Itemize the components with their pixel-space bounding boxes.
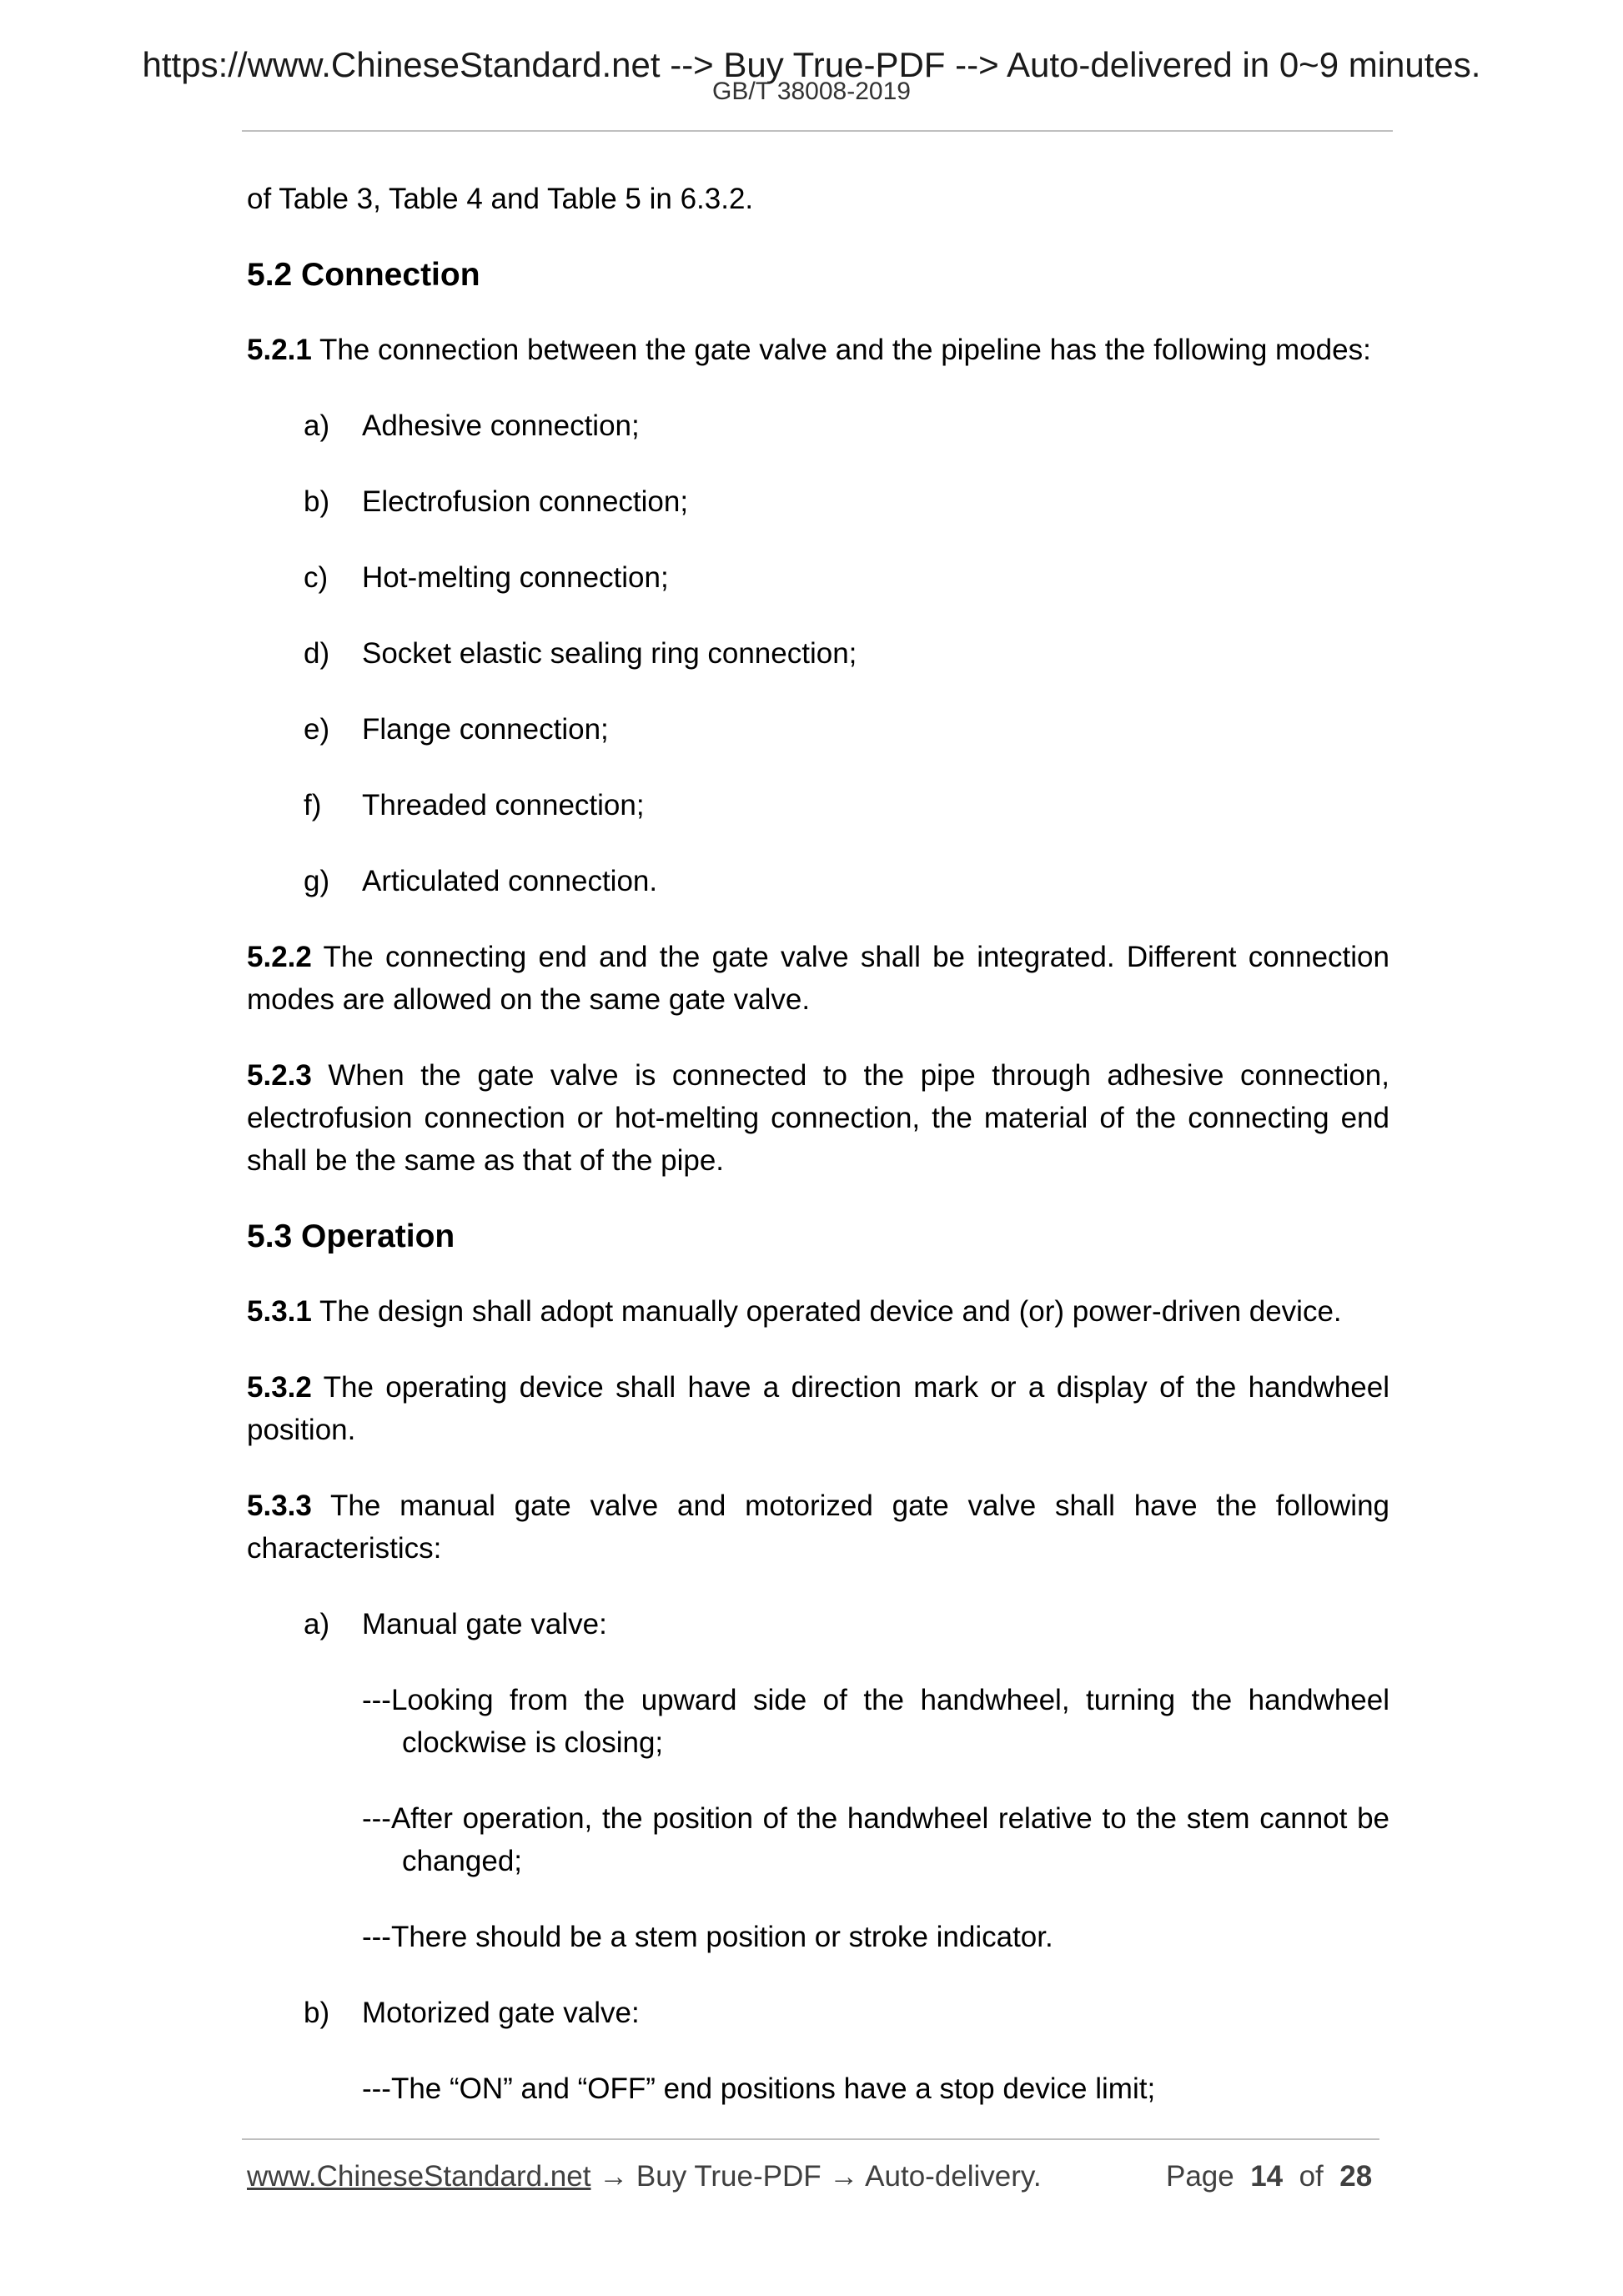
footer-divider (242, 2138, 1379, 2140)
page-content (247, 178, 1389, 2143)
list-marker: b) (304, 1997, 330, 2029)
list-marker: a) (304, 1608, 330, 1640)
dash-item: ---There should be a stem position or stroke indicator. (362, 1921, 1053, 1953)
clause-number: 5.3.2 (247, 1371, 312, 1404)
list-item-text: Socket elastic sealing ring connection; (362, 637, 857, 670)
list-item-text: Flange connection; (362, 713, 609, 746)
list-item-motorized-gate-valve (247, 1992, 1389, 2110)
page-number-indicator (1166, 2158, 1372, 2195)
clause-number: 5.2.1 (247, 334, 312, 366)
clause-5-3-3 (247, 1485, 1389, 1570)
clause-text: The manual gate valve and motorized gate valve shall have the following characteristics: (247, 1490, 1389, 1565)
clause-5-2-1 (247, 329, 1389, 371)
dash-item: ---After operation, the position of the handwheel relative to the stem cannot be changed; (362, 1802, 1389, 1877)
list-item-text: Electrofusion connection; (362, 485, 689, 518)
clause-text: When the gate valve is connected to the pipe through adhesive connection, electrofusion connection or hot-melting connection, the material of the connecting end shall be the same as that of the pipe. (247, 1059, 1389, 1177)
list-marker: e) (304, 713, 330, 746)
dash-item: ---Looking from the upward side of the handwheel, turning the handwheel clockwise is closing; (362, 1684, 1389, 1759)
page-word: Page (1166, 2160, 1234, 2193)
list-marker: a) (304, 409, 330, 442)
header-divider (242, 130, 1393, 132)
list-item (247, 784, 1389, 826)
list-item-text: Threaded connection; (362, 789, 645, 821)
clause-number: 5.3.3 (247, 1490, 312, 1522)
clause-text: The connecting end and the gate valve shall be integrated. Different connection modes are allowed on the same gate valve. (247, 941, 1389, 1016)
clause-number: 5.2.3 (247, 1059, 312, 1092)
footer-text (247, 2158, 1042, 2195)
clause-text: The operating device shall have a direction mark or a display of the handwheel position. (247, 1371, 1389, 1446)
list-item-manual-gate-valve (247, 1603, 1389, 1958)
dash-item: ---The “ON” and “OFF” end positions have a stop device limit; (362, 2072, 1156, 2105)
clause-5-3-1 (247, 1290, 1389, 1333)
clause-5-3-2 (247, 1366, 1389, 1451)
clause-text: The connection between the gate valve and the pipeline has the following modes: (311, 334, 1371, 366)
list-item-text: Articulated connection. (362, 865, 658, 897)
total-pages: 28 (1339, 2160, 1373, 2193)
document-code: GB/T 38008-2019 (712, 78, 911, 105)
list-item (247, 556, 1389, 599)
list-marker: c) (304, 561, 329, 594)
list-item-text: Motorized gate valve: (362, 1997, 640, 2029)
current-page-number: 14 (1250, 2160, 1284, 2193)
list-marker: d) (304, 637, 330, 670)
list-item (247, 404, 1389, 447)
list-item (247, 708, 1389, 751)
connection-modes-list (247, 404, 1389, 902)
of-word: of (1299, 2160, 1324, 2193)
clause-number: 5.3.1 (247, 1295, 312, 1328)
clause-5-2-2 (247, 936, 1389, 1021)
header-banner: https://www.ChineseStandard.net --> Buy True-PDF --> Auto-delivered in 0~9 minutes. (142, 45, 1481, 84)
list-item-text: Manual gate valve: (362, 1608, 607, 1640)
list-item (247, 860, 1389, 902)
motorized-valve-requirements (247, 2067, 1389, 2110)
manual-valve-requirements (247, 1679, 1389, 1958)
list-marker: b) (304, 485, 330, 518)
section-heading-5-3: 5.3 Operation (247, 1218, 455, 1254)
list-marker: g) (304, 865, 330, 897)
footer-tail: → Buy True-PDF → Auto-delivery. (590, 2160, 1042, 2193)
footer-site-link[interactable]: www.ChineseStandard.net (247, 2160, 591, 2193)
clause-number: 5.2.2 (247, 941, 312, 973)
list-item-text: Adhesive connection; (362, 409, 640, 442)
list-item-text: Hot-melting connection; (362, 561, 669, 594)
clause-5-2-3 (247, 1054, 1389, 1182)
list-item (247, 480, 1389, 523)
section-heading-5-2: 5.2 Connection (247, 257, 480, 293)
list-item (247, 632, 1389, 675)
clause-text: The design shall adopt manually operated device and (or) power-driven device. (311, 1295, 1342, 1328)
valve-characteristics-list (247, 1603, 1389, 2110)
list-marker: f) (304, 789, 322, 821)
continuation-text: of Table 3, Table 4 and Table 5 in 6.3.2. (247, 183, 754, 215)
